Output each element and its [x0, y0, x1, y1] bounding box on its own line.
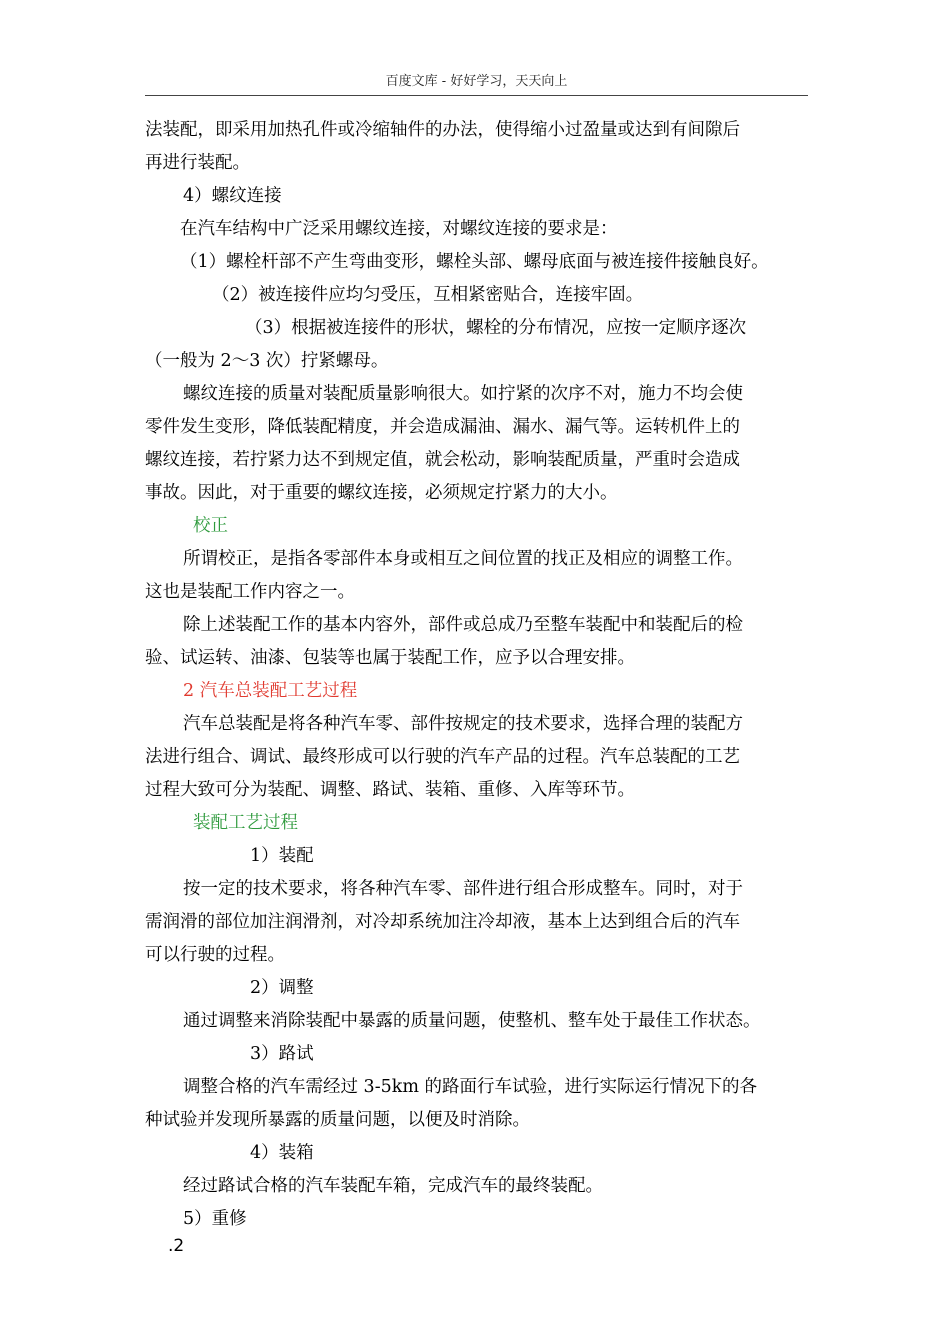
subsection-heading: 1）装配 — [250, 846, 314, 866]
paragraph-line: 可以行驶的过程。 — [145, 945, 285, 965]
subsection-heading: 4）装箱 — [250, 1143, 314, 1163]
paragraph-line: 通过调整来消除装配中暴露的质量问题，使整机、整车处于最佳工作状态。 — [183, 1011, 761, 1031]
paragraph-line: 这也是装配工作内容之一。 — [145, 582, 355, 602]
paragraph-line: 种试验并发现所暴露的质量问题，以便及时消除。 — [145, 1110, 530, 1130]
header-rule — [145, 95, 808, 96]
page-header: 百度文库 - 好好学习，天天向上 — [385, 74, 568, 89]
paragraph-line: 汽车总装配是将各种汽车零、部件按规定的技术要求，选择合理的装配方 — [183, 714, 743, 734]
paragraph-line: 零件发生变形，降低装配精度，并会造成漏油、漏水、漏气等。运转机件上的 — [145, 417, 740, 437]
paragraph-line: 法进行组合、调试、最终形成可以行驶的汽车产品的过程。汽车总装配的工艺 — [145, 747, 740, 767]
paragraph-line: 法装配，即采用加热孔件或冷缩轴件的办法，使得缩小过盈量或达到有间隙后 — [145, 120, 740, 140]
paragraph-line: 事故。因此，对于重要的螺纹连接，必须规定拧紧力的大小。 — [145, 483, 618, 503]
subsection-heading: 2）调整 — [250, 978, 314, 998]
paragraph-line: 在汽车结构中广泛采用螺纹连接，对螺纹连接的要求是： — [180, 219, 618, 239]
paragraph-line: 需润滑的部位加注润滑剂，对冷却系统加注冷却液，基本上达到组合后的汽车 — [145, 912, 740, 932]
list-item: （3）根据被连接件的形状，螺栓的分布情况，应按一定顺序逐次 — [245, 318, 747, 338]
paragraph-line: 调整合格的汽车需经过 3-5km 的路面行车试验，进行实际运行情况下的各 — [183, 1077, 758, 1097]
subsection-heading: 5）重修 — [183, 1209, 247, 1229]
page-number: .2 — [168, 1236, 185, 1256]
paragraph-line: 过程大致可分为装配、调整、路试、装箱、重修、入库等环节。 — [145, 780, 635, 800]
section-heading-green: 装配工艺过程 — [193, 813, 298, 833]
list-item: （一般为 2～3 次）拧紧螺母。 — [145, 351, 389, 371]
paragraph-line: 螺纹连接，若拧紧力达不到规定值，就会松动，影响装配质量，严重时会造成 — [145, 450, 740, 470]
subsection-heading: 3）路试 — [250, 1044, 314, 1064]
list-item: （2）被连接件应均匀受压，互相紧密贴合，连接牢固。 — [212, 285, 644, 305]
paragraph-line: 再进行装配。 — [145, 153, 250, 173]
paragraph-line: 验、试运转、油漆、包装等也属于装配工作，应予以合理安排。 — [145, 648, 635, 668]
paragraph-line: 经过路试合格的汽车装配车箱，完成汽车的最终装配。 — [183, 1176, 603, 1196]
section-heading-red: 2 汽车总装配工艺过程 — [183, 681, 358, 701]
list-item: （1）螺栓杆部不产生弯曲变形，螺栓头部、螺母底面与被连接件接触良好。 — [180, 252, 769, 272]
paragraph-line: 除上述装配工作的基本内容外，部件或总成乃至整车装配中和装配后的检 — [183, 615, 743, 635]
paragraph-line: 按一定的技术要求，将各种汽车零、部件进行组合形成整车。同时，对于 — [183, 879, 743, 899]
paragraph-line: 螺纹连接的质量对装配质量影响很大。如拧紧的次序不对，施力不均会使 — [183, 384, 743, 404]
paragraph-line: 所谓校正，是指各零部件本身或相互之间位置的找正及相应的调整工作。 — [183, 549, 743, 569]
section-heading-green: 校正 — [193, 516, 228, 536]
section-heading: 4）螺纹连接 — [183, 186, 282, 206]
